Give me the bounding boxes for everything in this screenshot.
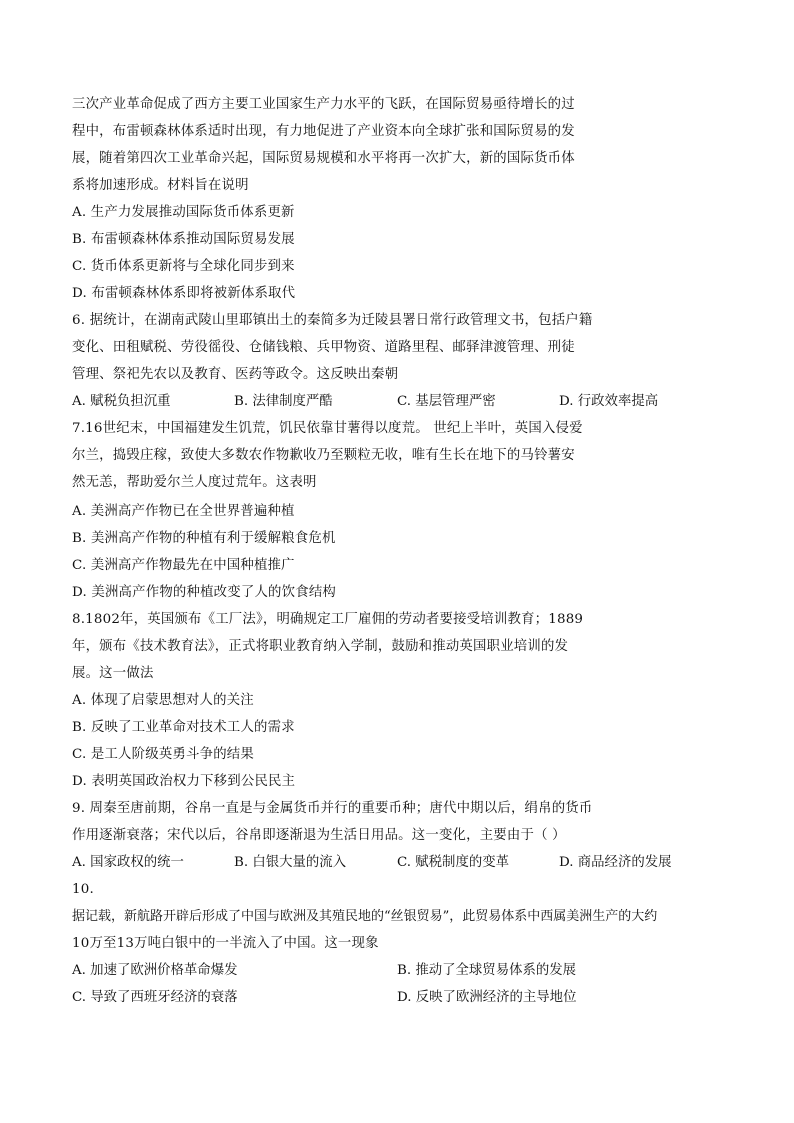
q5-stem-line-2: 程中，布雷顿森林体系适时出现，有力地促进了产业资本向全球扩张和国际贸易的发 <box>72 124 575 139</box>
q10-stem-line-2: 10万至13万吨白银中的一半流入了中国。这一现象 <box>72 936 379 951</box>
q10-stem-line-1: 据记载，新航路开辟后形成了中国与欧洲及其殖民地的“丝银贸易”，此贸易体系中西属美洲生产的大约 <box>72 909 658 924</box>
q6-option-c: C. 基层管理严密 <box>397 394 496 409</box>
q5-stem-line-4: 系将加速形成。材料旨在说明 <box>72 178 249 193</box>
q8-stem-line-3: 展。这一做法 <box>72 666 154 681</box>
q5-option-b: B. 布雷顿森林体系推动国际贸易发展 <box>72 232 295 247</box>
q9-stem-line-2: 作用逐渐衰落；宋代以后，谷帛即逐渐退为生活日用品。这一变化，主要由于（ ） <box>72 828 566 843</box>
q10-number: 10. <box>72 882 94 897</box>
q8-option-b: B. 反映了工业革命对技术工人的需求 <box>72 720 295 735</box>
q6-stem-line-3: 管理、祭祀先农以及教育、医药等政令。这反映出秦朝 <box>72 367 399 382</box>
q5-option-a: A. 生产力发展推动国际货币体系更新 <box>72 205 295 220</box>
q8-stem-line-1: 8.1802年，英国颁布《工厂法》，明确规定工厂雇佣的劳动者要接受培训教育；1889 <box>72 612 584 627</box>
q10-option-a: A. 加速了欧洲价格革命爆发 <box>72 963 238 978</box>
q7-option-b: B. 美洲高产作物的种植有利于缓解粮食危机 <box>72 531 336 546</box>
q5-option-d: D. 布雷顿森林体系即将被新体系取代 <box>72 286 296 301</box>
q6-option-b: B. 法律制度严酷 <box>234 394 333 409</box>
q7-stem-line-1: 7.16世纪末，中国福建发生饥荒，饥民依靠甘薯得以度荒。 世纪上半叶，英国入侵爱 <box>72 421 583 436</box>
q8-option-d: D. 表明英国政治权力下移到公民民主 <box>72 774 296 789</box>
q10-option-b: B. 推动了全球贸易体系的发展 <box>397 963 577 978</box>
q5-stem-line-1: 三次产业革命促成了西方主要工业国家生产力水平的飞跃，在国际贸易亟待增长的过 <box>72 97 575 112</box>
q8-option-c: C. 是工人阶级英勇斗争的结果 <box>72 747 254 762</box>
q7-option-a: A. 美洲高产作物已在全世界普遍种植 <box>72 504 295 519</box>
q9-stem-line-1: 9. 周秦至唐前期，谷帛一直是与金属货币并行的重要币种；唐代中期以后，绢帛的货币 <box>72 801 593 816</box>
q9-option-c: C. 赋税制度的变革 <box>397 855 510 870</box>
q9-option-a: A. 国家政权的统一 <box>72 855 184 870</box>
q6-stem-line-2: 变化、田租赋税、劳役徭役、仓储钱粮、兵甲物资、道路里程、邮驿津渡管理、刑徒 <box>72 340 575 355</box>
q7-stem-line-2: 尔兰，捣毁庄稼，致使大多数农作物歉收乃至颗粒无收，唯有生长在地下的马铃薯安 <box>72 448 575 463</box>
q7-stem-line-3: 然无恙，帮助爱尔兰人度过荒年。这表明 <box>72 475 317 490</box>
q8-option-a: A. 体现了启蒙思想对人的关注 <box>72 693 254 708</box>
q6-stem-line-1: 6. 据统计，在湖南武陵山里耶镇出土的秦简多为迁陵县署日常行政管理文书，包括户籍 <box>72 313 593 328</box>
q5-option-c: C. 货币体系更新将与全球化同步到来 <box>72 259 295 274</box>
q6-option-a: A. 赋税负担沉重 <box>72 394 171 409</box>
q6-option-d: D. 行政效率提高 <box>559 394 659 409</box>
q10-option-d: D. 反映了欧洲经济的主导地位 <box>397 990 577 1005</box>
q8-stem-line-2: 年，颁布《技术教育法》，正式将职业教育纳入学制，鼓励和推动英国职业培训的发 <box>72 639 569 654</box>
q9-option-d: D. 商品经济的发展 <box>559 855 672 870</box>
q9-option-b: B. 白银大量的流入 <box>234 855 347 870</box>
q7-option-d: D. 美洲高产作物的种植改变了人的饮食结构 <box>72 585 337 600</box>
q5-stem-line-3: 展，随着第四次工业革命兴起，国际贸易规模和水平将再一次扩大，新的国际货币体 <box>72 151 575 166</box>
q10-option-c: C. 导致了西班牙经济的衰落 <box>72 990 238 1005</box>
q7-option-c: C. 美洲高产作物最先在中国种植推广 <box>72 558 295 573</box>
